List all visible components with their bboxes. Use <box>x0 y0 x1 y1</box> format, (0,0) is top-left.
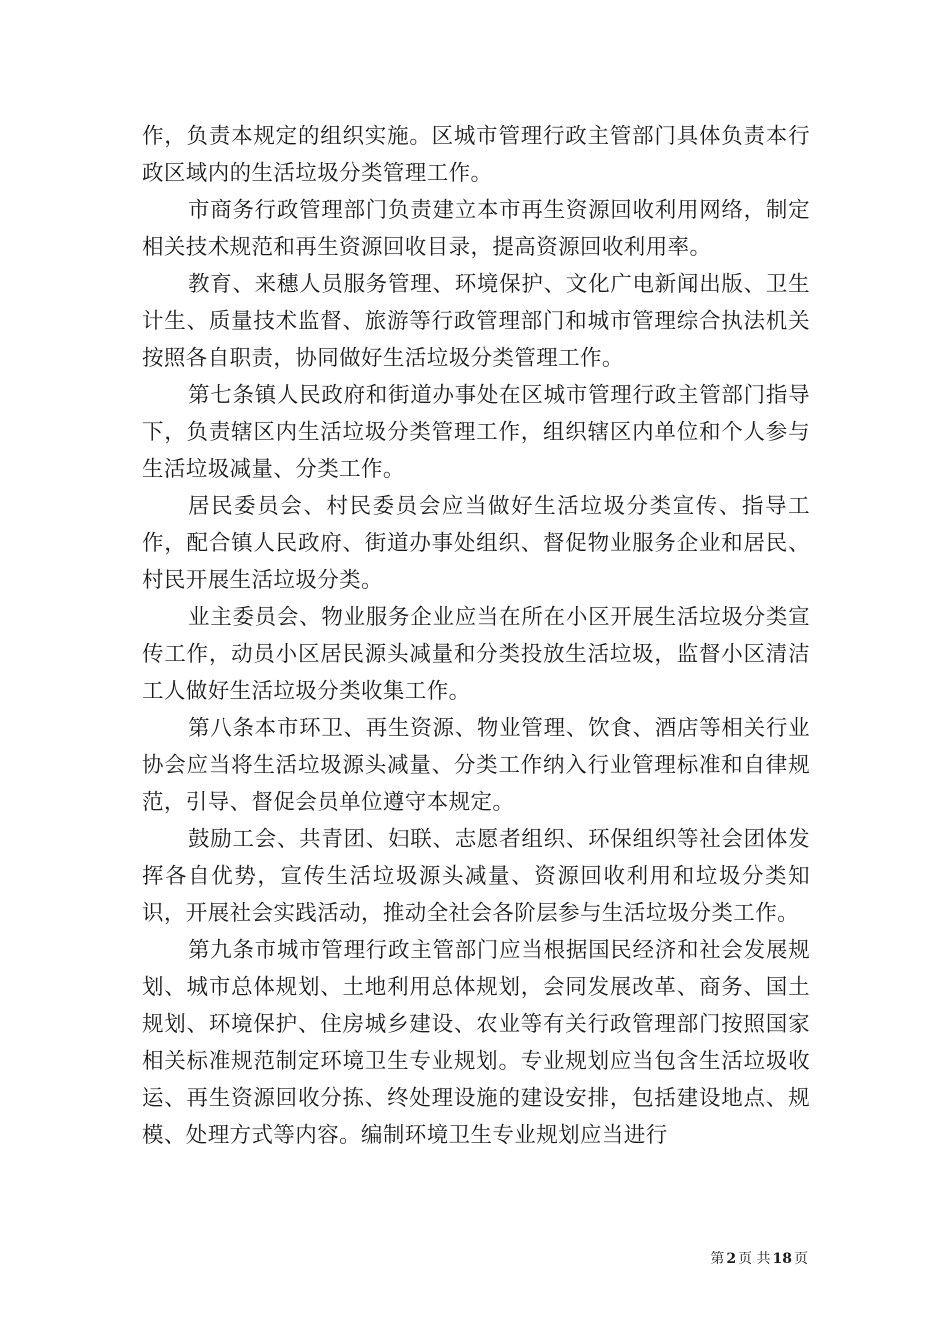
total-page-number: 18 <box>772 1251 792 1267</box>
paragraph-9: 第九条市城市管理行政主管部门应当根据国民经济和社会发展规划、城市总体规划、土地利用总体规划，会同发展改革、商务、国土规划、环境保护、住房城乡建设、农业等有关行政管理部门按照国家相关标准规范制定环境卫生专业规划。专业规划应当包含生活垃圾收运、再生资源回收分拣、终处理设施的建设安排，包括建设地点、规模、处理方式等内容。编制环境卫生专业规划应当进行 <box>142 938 810 1148</box>
paragraph-1: 作，负责本规定的组织实施。区城市管理行政主管部门具体负责本行政区域内的生活垃圾分类管理工作。 <box>142 124 810 186</box>
paragraph-6: 业主委员会、物业服务企业应当在所在小区开展生活垃圾分类宣传工作，动员小区居民源头减量和分类投放生活垃圾，监督小区清洁工人做好生活垃圾分类收集工作。 <box>142 605 810 704</box>
footer-middle: 页 共 <box>738 1251 771 1267</box>
footer-prefix: 第 <box>710 1251 725 1267</box>
paragraph-8: 鼓励工会、共青团、妇联、志愿者组织、环保组织等社会团体发挥各自优势，宣传生活垃圾源头减量、资源回收利用和垃圾分类知识，开展社会实践活动，推动全社会各阶层参与生活垃圾分类工作。 <box>142 827 810 926</box>
footer-suffix: 页 <box>794 1251 808 1267</box>
document-body <box>142 118 810 1154</box>
paragraph-3: 教育、来穗人员服务管理、环境保护、文化广电新闻出版、卫生计生、质量技术监督、旅游等行政管理部门和城市管理综合执法机关按照各自职责，协同做好生活垃圾分类管理工作。 <box>142 272 810 371</box>
paragraph-2: 市商务行政管理部门负责建立本市再生资源回收利用网络，制定相关技术规范和再生资源回收目录，提高资源回收利用率。 <box>142 198 810 260</box>
page-number-footer <box>710 1250 808 1268</box>
paragraph-4: 第七条镇人民政府和街道办事处在区城市管理行政主管部门指导下，负责辖区内生活垃圾分类管理工作，组织辖区内单位和个人参与生活垃圾减量、分类工作。 <box>142 383 810 482</box>
current-page-number: 2 <box>726 1251 737 1267</box>
paragraph-7: 第八条本市环卫、再生资源、物业管理、饮食、酒店等相关行业协会应当将生活垃圾源头减量、分类工作纳入行业管理标准和自律规范，引导、督促会员单位遵守本规定。 <box>142 716 810 815</box>
paragraph-5: 居民委员会、村民委员会应当做好生活垃圾分类宣传、指导工作，配合镇人民政府、街道办事处组织、督促物业服务企业和居民、村民开展生活垃圾分类。 <box>142 494 810 593</box>
